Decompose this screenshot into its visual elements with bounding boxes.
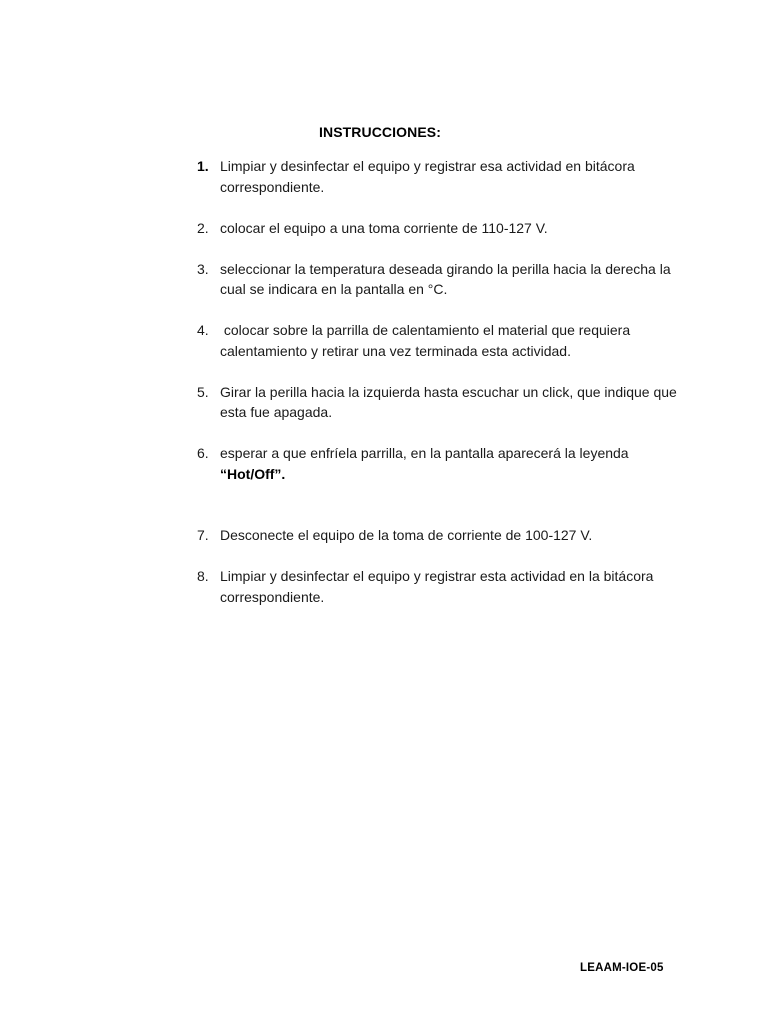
list-item [197,320,677,361]
list-item [197,382,677,423]
document-code: LEAAM-IOE-05 [580,962,664,974]
item-number: 5. [197,383,209,400]
item-text: Limpiar y desinfectar el equipo y registrar esa actividad en bitácora correspondiente. [220,158,635,195]
item-number: 1. [197,158,209,174]
list-item [197,566,677,607]
item-text: Limpiar y desinfectar el equipo y registrar esta actividad en la bitácora correspondiente. [220,568,654,605]
item-text: colocar el equipo a una toma corriente de 110-127 V. [220,219,548,236]
item-number: 2. [197,219,209,236]
list-item [197,156,677,197]
page-title: INSTRUCCIONES: [319,124,441,140]
item-text: Girar la perilla hacia la izquierda hasta escuchar un click, que indique que esta fue apagada. [220,383,677,420]
item-text: colocar sobre la parrilla de calentamiento el material que requiera calentamiento y retirar una vez terminada esta actividad. [220,322,634,359]
list-item [197,218,677,239]
item-number: 7. [197,527,209,543]
item-number: 8. [197,568,209,584]
item-number: 4. [197,322,209,338]
list-item [197,259,677,300]
item-text: esperar a que enfríela parrilla, en la pantalla aparecerá la leyenda [220,445,629,461]
instruction-list [197,156,677,628]
list-item [197,443,677,484]
item-number: 6. [197,445,209,461]
item-text: Desconecte el equipo de la toma de corriente de 100-127 V. [220,527,593,543]
item-emphasis: “Hot/Off”. [220,465,286,482]
list-item [197,525,677,546]
item-number: 3. [197,260,209,277]
item-text: seleccionar la temperatura deseada girando la perilla hacia la derecha la cual se indicara en la pantalla en °C. [220,260,671,297]
